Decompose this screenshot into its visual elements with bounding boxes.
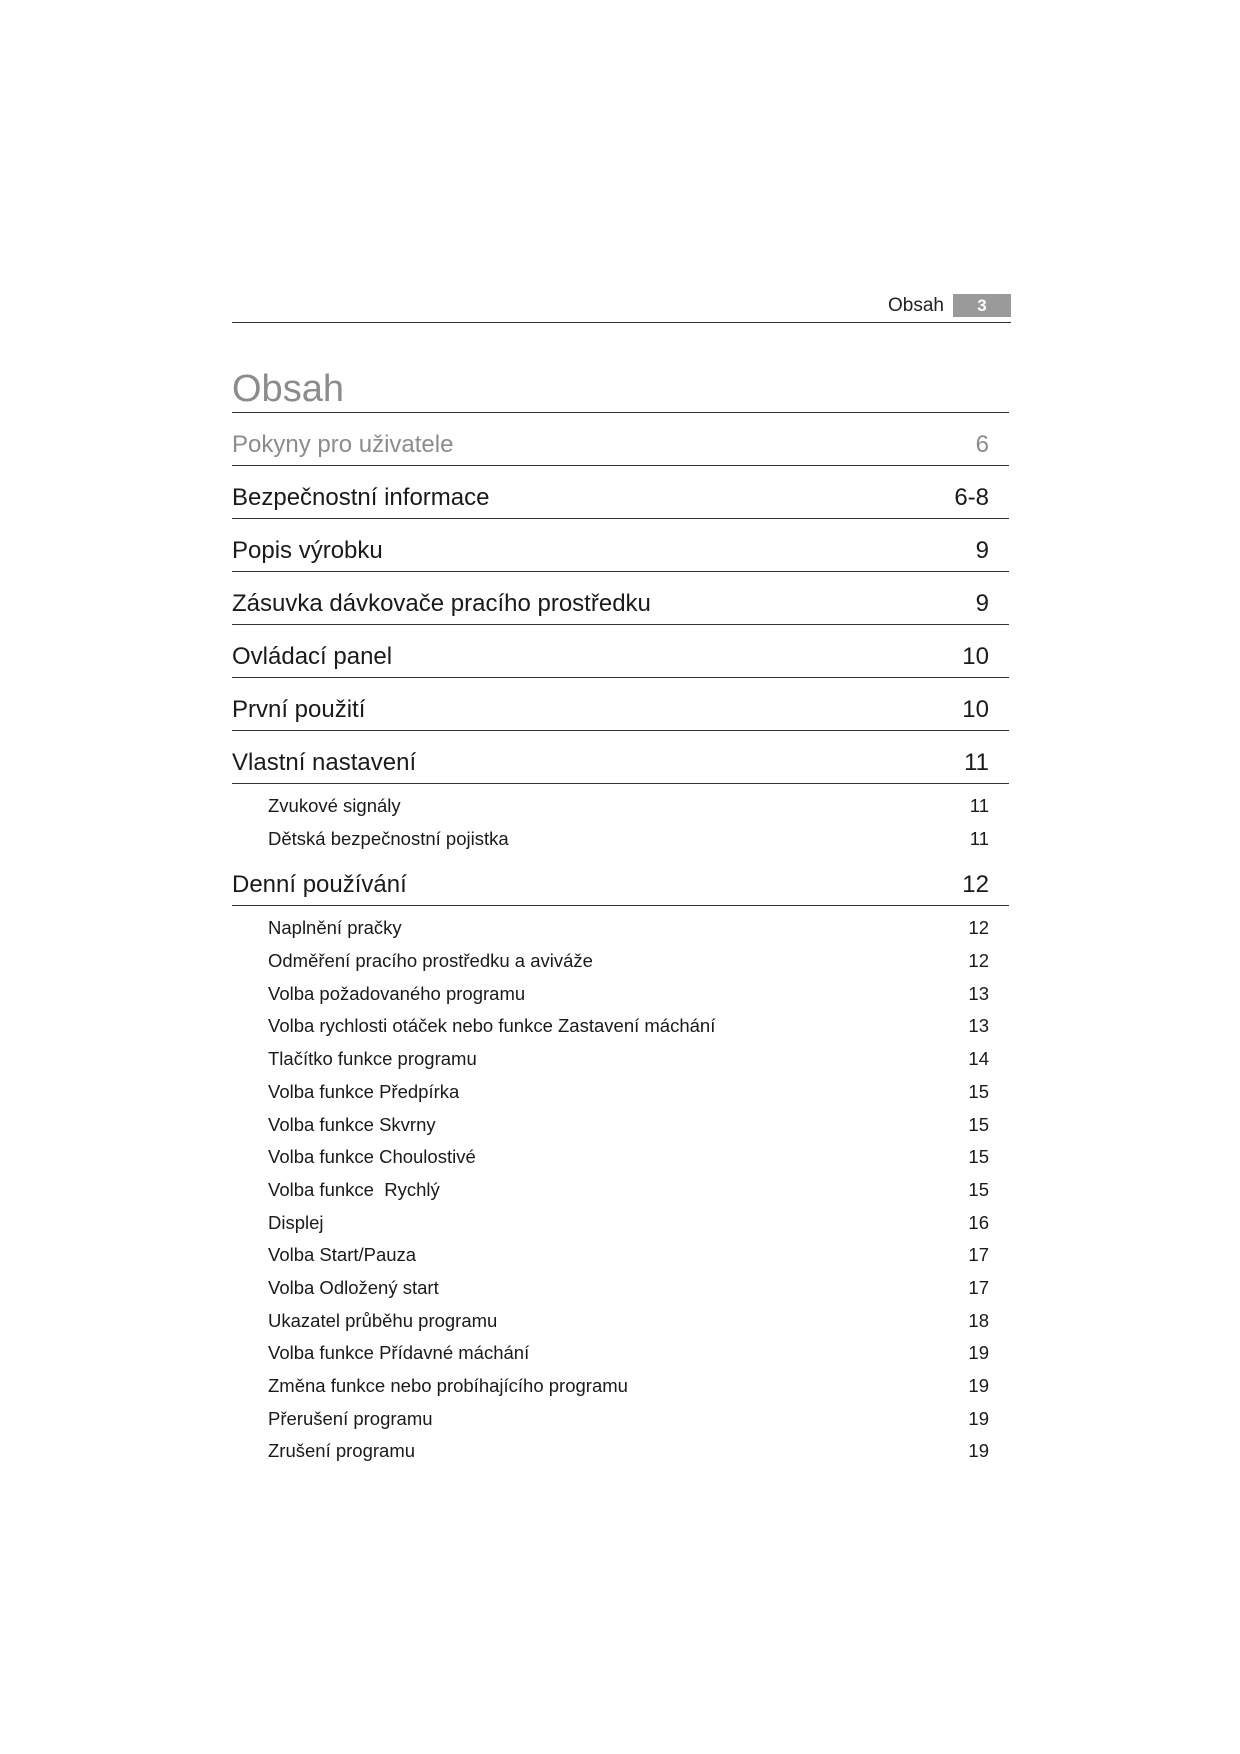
toc-entry-denni[interactable] (232, 862, 1009, 906)
toc-entry-label: Popis výrobku (232, 537, 383, 564)
toc-entry-page: 6 (975, 431, 989, 458)
toc-subentry-page: 15 (968, 1146, 989, 1168)
toc-subentry-page: 11 (969, 827, 989, 849)
toc-subentry-label: Zvukové signály (268, 795, 401, 816)
toc-subentry[interactable] (232, 1173, 1009, 1206)
toc-entry-page: 9 (975, 537, 989, 564)
toc-subentry-label: Přerušení programu (268, 1407, 433, 1429)
toc-subentry[interactable] (232, 1402, 1009, 1435)
toc-entry-page: 10 (962, 643, 989, 670)
toc-entry-vlastni[interactable] (232, 731, 1009, 784)
toc-subentry[interactable] (232, 1336, 1009, 1369)
toc-subentry-label: Volba funkce Předpírka (268, 1080, 460, 1102)
toc-subentry-label: Tlačítko funkce programu (268, 1048, 477, 1070)
toc-subentry[interactable] (232, 944, 1009, 977)
toc-entry-ovladaci[interactable] (232, 625, 1009, 678)
toc-entry-label: Denní používání (232, 871, 407, 899)
toc-entry-page: 11 (964, 749, 989, 776)
toc-subentry-label: Změna funkce nebo probíhajícího programu (268, 1375, 628, 1396)
header-page-number: 3 (953, 294, 1011, 317)
toc-subentry[interactable] (232, 822, 1009, 855)
toc-entry-pokyny[interactable] (232, 428, 1009, 466)
toc-subentry-page: 13 (968, 1015, 989, 1037)
toc-subentry-page: 17 (968, 1276, 989, 1298)
toc-subentry-page: 13 (968, 982, 989, 1004)
toc-subentry[interactable] (232, 1108, 1009, 1141)
toc-entry-label: Ovládací panel (232, 643, 393, 670)
toc-subentry-label: Volba funkce Přídavné máchání (268, 1342, 530, 1364)
toc-entry-bezpecnost[interactable] (232, 466, 1009, 519)
toc-subentry-page: 14 (968, 1048, 989, 1070)
toc-subentry-page: 19 (968, 1342, 989, 1364)
toc-subentry[interactable] (232, 1434, 1009, 1467)
page-title: Obsah (232, 366, 1009, 413)
toc-entry-page: 10 (962, 696, 989, 723)
toc-subentry-page: 19 (968, 1440, 989, 1462)
toc-entry-prvni[interactable] (232, 678, 1009, 731)
toc-subentry-label: Naplnění pračky (268, 917, 402, 939)
toc-subentry[interactable] (232, 1369, 1009, 1402)
toc-entry-zasuvka[interactable] (232, 572, 1009, 625)
toc-subsection-list (232, 906, 1009, 1467)
toc-entry-label: První použití (232, 696, 366, 723)
toc-subentry[interactable] (232, 977, 1009, 1010)
toc-subentry-page: 16 (968, 1211, 989, 1233)
toc-subentry-label: Ukazatel průběhu programu (268, 1309, 498, 1331)
toc-entry-page: 12 (962, 871, 989, 899)
toc-subentry-page: 15 (968, 1080, 989, 1102)
toc-subentry[interactable] (232, 1009, 1009, 1042)
toc-subentry-page: 19 (968, 1375, 989, 1396)
toc-entry-popis[interactable] (232, 519, 1009, 572)
table-of-contents (232, 428, 1009, 1467)
toc-subentry-page: 11 (969, 795, 989, 816)
toc-subentry-page: 18 (968, 1309, 989, 1331)
toc-entry-label: Vlastní nastavení (232, 749, 417, 776)
toc-subentry-page: 19 (968, 1407, 989, 1429)
toc-subentry-label: Volba rychlosti otáček nebo funkce Zastavení máchání (268, 1015, 716, 1037)
toc-subentry[interactable] (232, 1304, 1009, 1337)
toc-subentry[interactable] (232, 911, 1009, 944)
toc-subentry-label: Zrušení programu (268, 1440, 416, 1462)
toc-subentry[interactable] (232, 1271, 1009, 1304)
toc-subentry-label: Dětská bezpečnostní pojistka (268, 827, 509, 849)
toc-subentry-page: 12 (968, 950, 989, 972)
toc-entry-label: Pokyny pro uživatele (232, 431, 454, 458)
toc-subentry-label: Volba Start/Pauza (268, 1244, 417, 1266)
toc-subsection-list (232, 784, 1009, 854)
toc-subentry[interactable] (232, 1140, 1009, 1173)
toc-subentry-page: 15 (968, 1178, 989, 1200)
toc-subentry-label: Odměření pracího prostředku a aviváže (268, 950, 593, 972)
toc-subentry-page: 15 (968, 1113, 989, 1135)
toc-entry-label: Zásuvka dávkovače pracího prostředku (232, 590, 651, 617)
toc-subentry-page: 12 (968, 917, 989, 939)
toc-subentry[interactable] (232, 1075, 1009, 1108)
toc-entry-page: 9 (975, 590, 989, 617)
toc-subentry-label: Displej (268, 1211, 324, 1233)
toc-subentry[interactable] (232, 1042, 1009, 1075)
toc-subentry-label: Volba požadovaného programu (268, 982, 526, 1004)
toc-subentry[interactable] (232, 1206, 1009, 1239)
toc-subentry[interactable] (232, 1238, 1009, 1271)
toc-subentry-label: Volba funkce Choulostivé (268, 1146, 476, 1168)
toc-subentry[interactable] (232, 789, 1009, 822)
toc-entry-page: 6-8 (954, 484, 989, 511)
toc-subentry-label: Volba funkce Skvrny (268, 1113, 436, 1135)
running-header (232, 292, 1011, 323)
toc-subentry-label: Volba funkce Rychlý (268, 1178, 440, 1200)
header-section-name: Obsah (888, 295, 944, 316)
toc-subentry-page: 17 (968, 1244, 989, 1266)
toc-entry-label: Bezpečnostní informace (232, 484, 490, 511)
toc-subentry-label: Volba Odložený start (268, 1276, 439, 1298)
